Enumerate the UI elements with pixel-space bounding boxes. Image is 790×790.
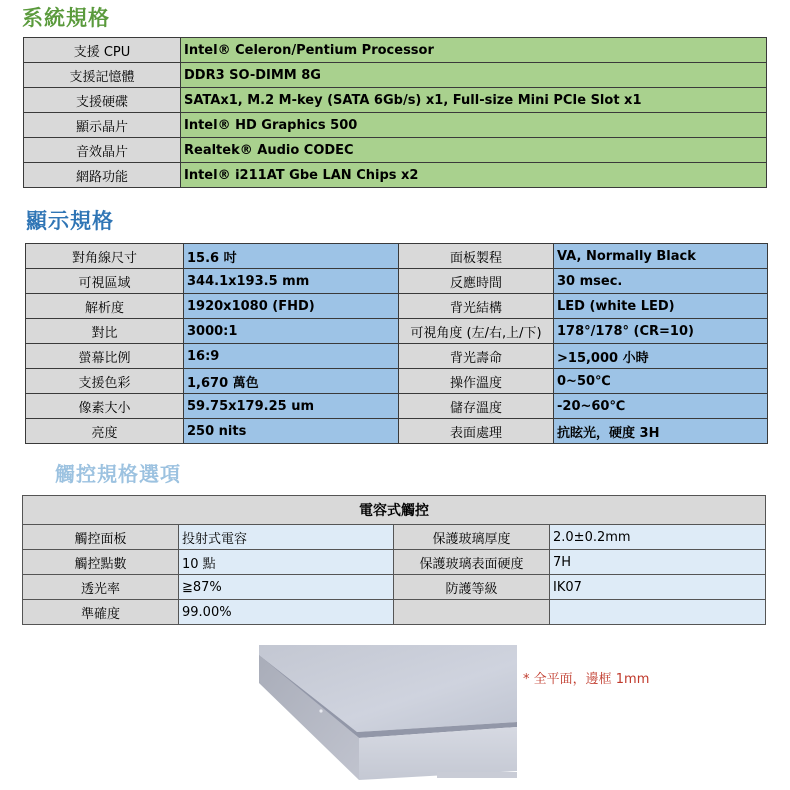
spec-label: 觸控面板 bbox=[23, 525, 179, 550]
spec-label: 防護等級 bbox=[394, 575, 550, 600]
spec-label: 保護玻璃表面硬度 bbox=[394, 550, 550, 575]
table-row bbox=[26, 294, 768, 319]
spec-label: 觸控點數 bbox=[23, 550, 179, 575]
spec-label: 對角線尺寸 bbox=[26, 244, 184, 269]
table-row bbox=[24, 138, 767, 163]
spec-label: 螢幕比例 bbox=[26, 344, 184, 369]
table-row bbox=[24, 63, 767, 88]
touch-type-header: 電容式觸控 bbox=[23, 496, 766, 525]
spec-label: 操作溫度 bbox=[399, 369, 554, 394]
table-row bbox=[26, 419, 768, 444]
spec-value: >15,000 小時 bbox=[554, 344, 768, 369]
spec-label: 背光壽命 bbox=[399, 344, 554, 369]
table-row bbox=[23, 525, 766, 550]
spec-label: 可視角度 (左/右,上/下) bbox=[399, 319, 554, 344]
spec-value: 1,670 萬色 bbox=[184, 369, 399, 394]
spec-label: 表面處理 bbox=[399, 419, 554, 444]
spec-value: 1920x1080 (FHD) bbox=[184, 294, 399, 319]
table-row bbox=[26, 244, 768, 269]
spec-value: 3000:1 bbox=[184, 319, 399, 344]
display-spec-table bbox=[25, 243, 768, 444]
spec-value: VA, Normally Black bbox=[554, 244, 768, 269]
display-spec-title: 顯示規格 bbox=[26, 209, 114, 233]
spec-label: 顯示晶片 bbox=[24, 113, 181, 138]
spec-value: 0~50℃ bbox=[554, 369, 768, 394]
spec-value: 250 nits bbox=[184, 419, 399, 444]
spec-label: 準確度 bbox=[23, 600, 179, 625]
table-row bbox=[23, 600, 766, 625]
spec-value bbox=[550, 600, 766, 625]
table-row bbox=[24, 113, 767, 138]
table-row bbox=[26, 319, 768, 344]
spec-value: 7H bbox=[550, 550, 766, 575]
spec-value: Intel® i211AT Gbe LAN Chips x2 bbox=[181, 163, 767, 188]
spec-label: 對比 bbox=[26, 319, 184, 344]
spec-label: 網路功能 bbox=[24, 163, 181, 188]
table-row bbox=[23, 550, 766, 575]
spec-label: 透光率 bbox=[23, 575, 179, 600]
table-row bbox=[26, 394, 768, 419]
spec-value: 59.75x179.25 um bbox=[184, 394, 399, 419]
table-row bbox=[23, 575, 766, 600]
panel-note: * 全平面，邊框 1mm bbox=[523, 672, 650, 687]
table-row bbox=[26, 344, 768, 369]
spec-value: SATAx1, M.2 M-key (SATA 6Gb/s) x1, Full-size Mini PCIe Slot x1 bbox=[181, 88, 767, 113]
spec-label: 可視區域 bbox=[26, 269, 184, 294]
panel-edge-illustration bbox=[259, 645, 517, 787]
touch-spec-table bbox=[22, 495, 766, 625]
spec-value: Realtek® Audio CODEC bbox=[181, 138, 767, 163]
spec-value: Intel® Celeron/Pentium Processor bbox=[181, 38, 767, 63]
spec-label: 儲存溫度 bbox=[399, 394, 554, 419]
spec-value: 10 點 bbox=[179, 550, 394, 575]
spec-label: 像素大小 bbox=[26, 394, 184, 419]
system-spec-table bbox=[23, 37, 767, 188]
spec-label: 支援色彩 bbox=[26, 369, 184, 394]
spec-value: LED (white LED) bbox=[554, 294, 768, 319]
table-header-row bbox=[23, 496, 766, 525]
spec-label: 音效晶片 bbox=[24, 138, 181, 163]
spec-label: 支援 CPU bbox=[24, 38, 181, 63]
spec-value: 15.6 吋 bbox=[184, 244, 399, 269]
spec-label: 支援記憶體 bbox=[24, 63, 181, 88]
spec-label: 保護玻璃厚度 bbox=[394, 525, 550, 550]
spec-value: ≧87% bbox=[179, 575, 394, 600]
spec-value: Intel® HD Graphics 500 bbox=[181, 113, 767, 138]
spec-value: 30 msec. bbox=[554, 269, 768, 294]
spec-value: IK07 bbox=[550, 575, 766, 600]
spec-value: 99.00% bbox=[179, 600, 394, 625]
panel-edge-image bbox=[259, 645, 517, 787]
spec-label: 反應時間 bbox=[399, 269, 554, 294]
spec-value: 344.1x193.5 mm bbox=[184, 269, 399, 294]
spec-label: 亮度 bbox=[26, 419, 184, 444]
spec-label: 背光結構 bbox=[399, 294, 554, 319]
spec-value: 投射式電容 bbox=[179, 525, 394, 550]
spec-value: 2.0±0.2mm bbox=[550, 525, 766, 550]
spec-value: -20~60℃ bbox=[554, 394, 768, 419]
table-row bbox=[24, 88, 767, 113]
spec-label: 解析度 bbox=[26, 294, 184, 319]
spec-value: 16:9 bbox=[184, 344, 399, 369]
spec-label: 支援硬碟 bbox=[24, 88, 181, 113]
table-row bbox=[26, 369, 768, 394]
spec-value: DDR3 SO-DIMM 8G bbox=[181, 63, 767, 88]
table-row bbox=[24, 38, 767, 63]
spec-label bbox=[394, 600, 550, 625]
spec-value: 抗眩光，硬度 3H bbox=[554, 419, 768, 444]
table-row bbox=[24, 163, 767, 188]
spec-label: 面板製程 bbox=[399, 244, 554, 269]
table-row bbox=[26, 269, 768, 294]
touch-spec-title: 觸控規格選項 bbox=[55, 462, 181, 486]
spec-value: 178°/178° (CR=10) bbox=[554, 319, 768, 344]
system-spec-title: 系統規格 bbox=[22, 6, 110, 30]
